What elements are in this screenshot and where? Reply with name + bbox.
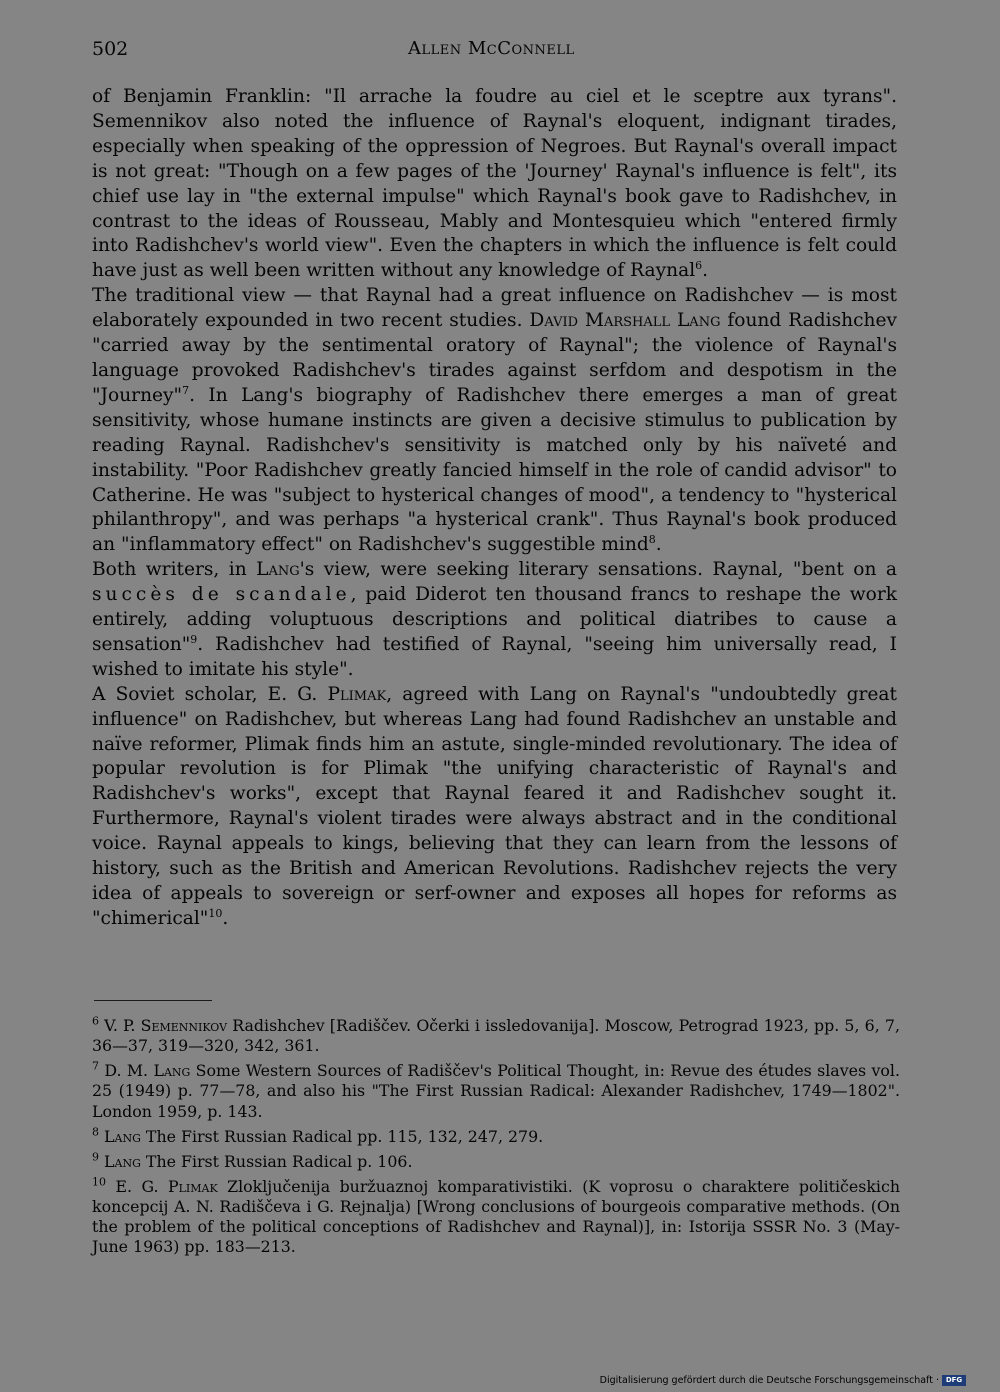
footnote-number: 8 [92,1125,99,1139]
author-name: Plimak [327,683,387,705]
footnote-ref: 9 [190,632,198,646]
text-run: , paid Diderot ten thousand francs to reshape the work entirely, adding voluptuous descriptions and political diatribes to cause a sensation" [92,584,897,655]
text-run: E. G. [115,1176,168,1196]
footnote [92,1152,900,1172]
text-run: . In Lang's biography of Radishchev there emerges a man of great sensitivity, whose humane instincts are given a decisive stimulus to publication by reading Raynal. Radishchev's sensitivity is matched only by his naïveté and instability. "Poor Radishchev greatly fancied himself in the role of candid advisor" to Catherine. He was "subject to hysterical changes of mood", a tendency to "hysterical philanthropy", and was perhaps "a hysterical crank". Thus Raynal's book produced an "inflammatory effect" on Radishchev's suggestible mind [92,384,897,556]
text-run: 's view, were seeking literary sensations. Raynal, "bent on a [299,559,897,581]
footnote-text: Some Western Sources of Radiščev's Political Thought, in: Revue des études slaves vol. 25 (1949) p. 77—78, and also his "The First Russian Radical: Alexander Radishchev, 1749—1802". London 1959, p. 143. [92,1061,900,1121]
footnote-text: The First Russian Radical pp. 115, 132, 247, 279. [140,1126,544,1146]
text-run: . [222,907,229,929]
spaced-phrase: succès de scandale [92,584,351,606]
paragraph [92,284,897,558]
footnote-text: Zloključenija buržuaznoj komparativistiki. (K voprosu o charaktere političeskich koncepcij A. N. Radiščeva i G. Rejnalja) [Wrong conclusions of bourgeois comparative methods. (On the problem of the political conceptions of Radishchev and Raynal)], in: Istorija SSSR No. 3 (May-June 1963) pp. 183—213. [92,1176,900,1257]
footnote-number: 9 [92,1150,99,1164]
text-run: V. P. [104,1016,141,1035]
author-name: Lang [256,559,300,581]
footnote-number: 6 [92,1014,99,1028]
author-name: Plimak [167,1176,218,1196]
running-head: Allen McConnell [408,38,575,59]
author-name: David Marshall Lang [529,310,721,332]
page-number: 502 [92,38,129,60]
author-name: Lang [104,1151,141,1171]
footnote-text: Radishchev [Radiščev. Očerki i issledovanija]. Moscow, Petrograd 1923, pp. 5, 6, 7, 36—37, 319—320, 342, 361. [92,1016,900,1056]
body-text [92,85,897,932]
author-name: Semennikov [140,1016,228,1035]
footnotes [92,1016,900,1262]
footnote [92,1177,900,1258]
footnote-ref: 8 [648,533,656,547]
footnote-number: 7 [92,1059,99,1073]
text-run: of Benjamin Franklin: "Il arrache la foudre au ciel et le sceptre aux tyrans". Semennikov also noted the influence of Raynal's eloquent, indignant tirades, especially when speaking of the oppression of Negroes. But Raynal's overall impact is not great: "Though on a few pages of the 'Journey' Raynal's influence is felt", its chief use lay in "the external impulse" which Raynal's book gave to Radishchev, in contrast to the ideas of Rousseau, Mably and Montesquieu which "entered firmly into Radishchev's world view". Even the chapters in which the influence is felt could have just as well been written without any knowledge of Raynal [92,86,897,282]
paragraph [92,683,897,932]
footnote-rule [94,1000,212,1001]
footnote-ref: 6 [695,259,703,273]
footnote-ref: 7 [182,383,190,397]
text-run: found Radishchev "carried away by the sentimental oratory of Raynal"; the violence of Raynal's language provoked Radishchev's tirades against serfdom and despotism in the "Journey" [92,310,897,406]
author-name: Lang [153,1061,191,1081]
footnote [92,1016,900,1056]
text-run: . [655,534,662,556]
paragraph [92,85,897,284]
credit-text: Digitalisierung gefördert durch die Deutsche Forschungsgemeinschaft · [599,1375,939,1386]
dfg-logo-icon: DFG [942,1375,966,1386]
text-run: The traditional view — that Raynal had a great influence on Radishchev — is most elaborately expounded in two recent studies. [92,285,897,332]
footnote-text: The First Russian Radical p. 106. [140,1151,413,1171]
text-run: , agreed with Lang on Raynal's "undoubtedly great influence" on Radishchev, but whereas Lang had found Radishchev an unstable and naïve reformer, Plimak finds him an astute, single-minded revolutionary. The idea of popular revolution is for Plimak "the unifying characteristic of Raynal's and Radishchev's works", except that Raynal feared it and Radishchev sought it. Furthermore, Raynal's violent tirades were always abstract and in the conditional voice. Raynal appeals to kings, believing that they can learn from the lessons of history, such as the British and American Revolutions. Radishchev rejects the very idea of appeals to sovereign or serf-owner and exposes all hopes for reforms as "chimerical" [92,683,897,929]
text-run: . Radishchev had testified of Raynal, "seeing him universally read, I wished to imitate his style". [92,633,897,680]
footnote [92,1127,900,1147]
footer-credit [600,1375,966,1386]
text-run: . [702,260,709,282]
paragraph [92,558,897,683]
author-name: Lang [104,1126,141,1146]
footnote-ref: 10 [208,906,223,920]
text-run: D. M. [104,1061,154,1081]
text-run: Both writers, in [92,559,257,581]
footnote [92,1061,900,1122]
text-run: A Soviet scholar, E. G. [92,683,328,705]
footnote-number: 10 [92,1175,106,1189]
